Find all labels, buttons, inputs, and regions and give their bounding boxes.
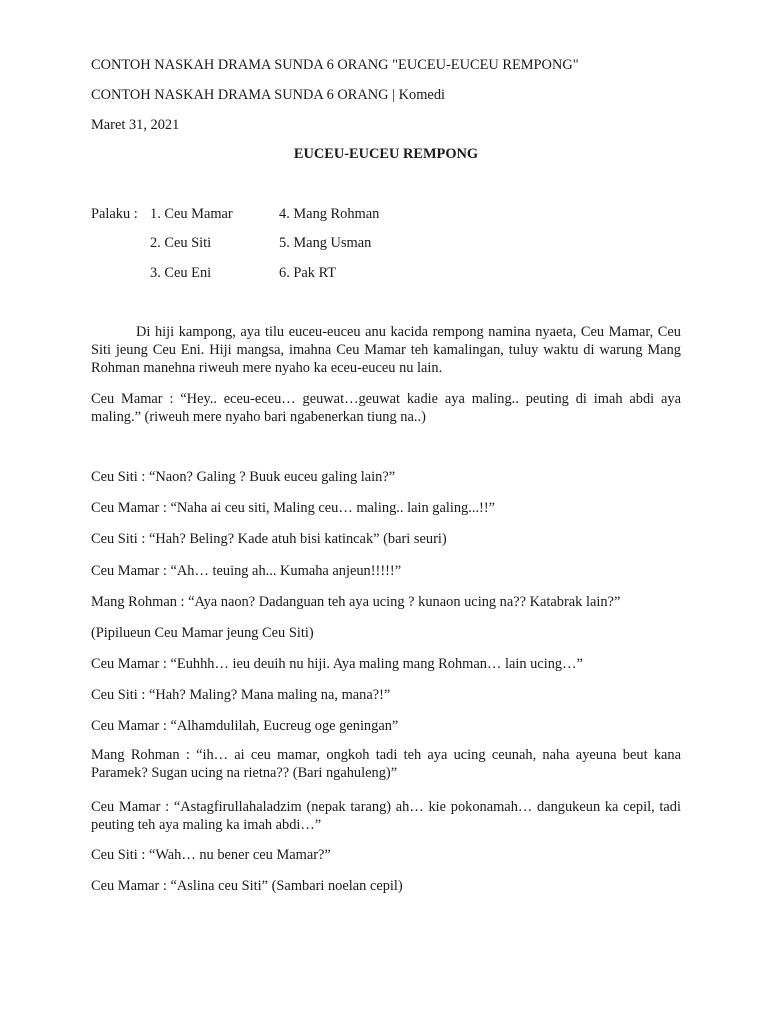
document-title: EUCEU-EUCEU REMPONG — [293, 146, 479, 162]
dialog-line: Ceu Mamar : “Euhhh… ieu deuih nu hiji. Aya maling mang Rohman… lain ucing…” — [91, 656, 583, 672]
dialog-line: Ceu Siti : “Naon? Galing ? Buuk euceu galing lain?” — [91, 469, 396, 485]
stage-direction: (Pipilueun Ceu Mamar jeung Ceu Siti) — [91, 625, 314, 641]
cast-item: 1. Ceu Mamar — [150, 206, 233, 222]
cast-item: 3. Ceu Eni — [150, 265, 212, 281]
dialog-line: Ceu Mamar : “Ah… teuing ah... Kumaha anjeun!!!!!” — [91, 563, 402, 579]
dialog-line: Ceu Mamar : “Aslina ceu Siti” (Sambari noelan cepil) — [91, 878, 403, 894]
header-line-2: CONTOH NASKAH DRAMA SUNDA 6 ORANG | Komedi — [91, 87, 446, 103]
dialog-line: Ceu Siti : “Hah? Maling? Mana maling na, mana?!” — [91, 687, 391, 703]
cast-item: 5. Mang Usman — [279, 235, 372, 251]
cast-item: 6. Pak RT — [279, 265, 337, 281]
dialog-line: Ceu Siti : “Hah? Beling? Kade atuh bisi katincak” (bari seuri) — [91, 531, 447, 547]
cast-label: Palaku : — [91, 206, 138, 222]
dialog-line: Mang Rohman : “Aya naon? Dadanguan teh aya ucing ? kunaon ucing na?? Katabrak lain?” — [91, 594, 621, 610]
intro-paragraph: Di hiji kampong, aya tilu euceu-euceu anu kacida rempong namina nyaeta, Ceu Mamar, Ceu Siti jeung Ceu Eni. Hiji mangsa, imahna Ceu Mamar teh kamalingan, tuluy waktu di warung Mang Rohman manehna riweuh mere nyaho ka eceu-euceu nu lain. — [91, 324, 681, 376]
dialog-line: Ceu Mamar : “Alhamdulilah, Eucreug oge geningan” — [91, 718, 399, 734]
dialog-line: Ceu Mamar : “Naha ai ceu siti, Maling ceu… maling.. lain galing...!!” — [91, 500, 496, 516]
dialog-line: Ceu Siti : “Wah… nu bener ceu Mamar?” — [91, 847, 331, 863]
dialog-line: Ceu Mamar : “Hey.. eceu-eceu… geuwat…geuwat kadie aya maling.. peuting di imah abdi aya maling.” (riweuh mere nyaho bari ngabenerkan tiung na..) — [91, 391, 681, 425]
cast-item: 2. Ceu Siti — [150, 235, 212, 251]
cast-item: 4. Mang Rohman — [279, 206, 380, 222]
dialog-line: Ceu Mamar : “Astagfirullahaladzim (nepak tarang) ah… kie pokonamah… dangukeun ka cepil, tadi peuting teh aya maling ka imah abdi…” — [91, 799, 681, 833]
dialog-line: Mang Rohman : “ih… ai ceu mamar, ongkoh tadi teh aya ucing ceunah, naha ayeuna beut kana Paramek? Sugan ucing na rietna?? (Bari ngahuleng)” — [91, 747, 681, 781]
header-line-1: CONTOH NASKAH DRAMA SUNDA 6 ORANG "EUCEU-EUCEU REMPONG" — [91, 57, 579, 73]
date: Maret 31, 2021 — [91, 117, 180, 133]
